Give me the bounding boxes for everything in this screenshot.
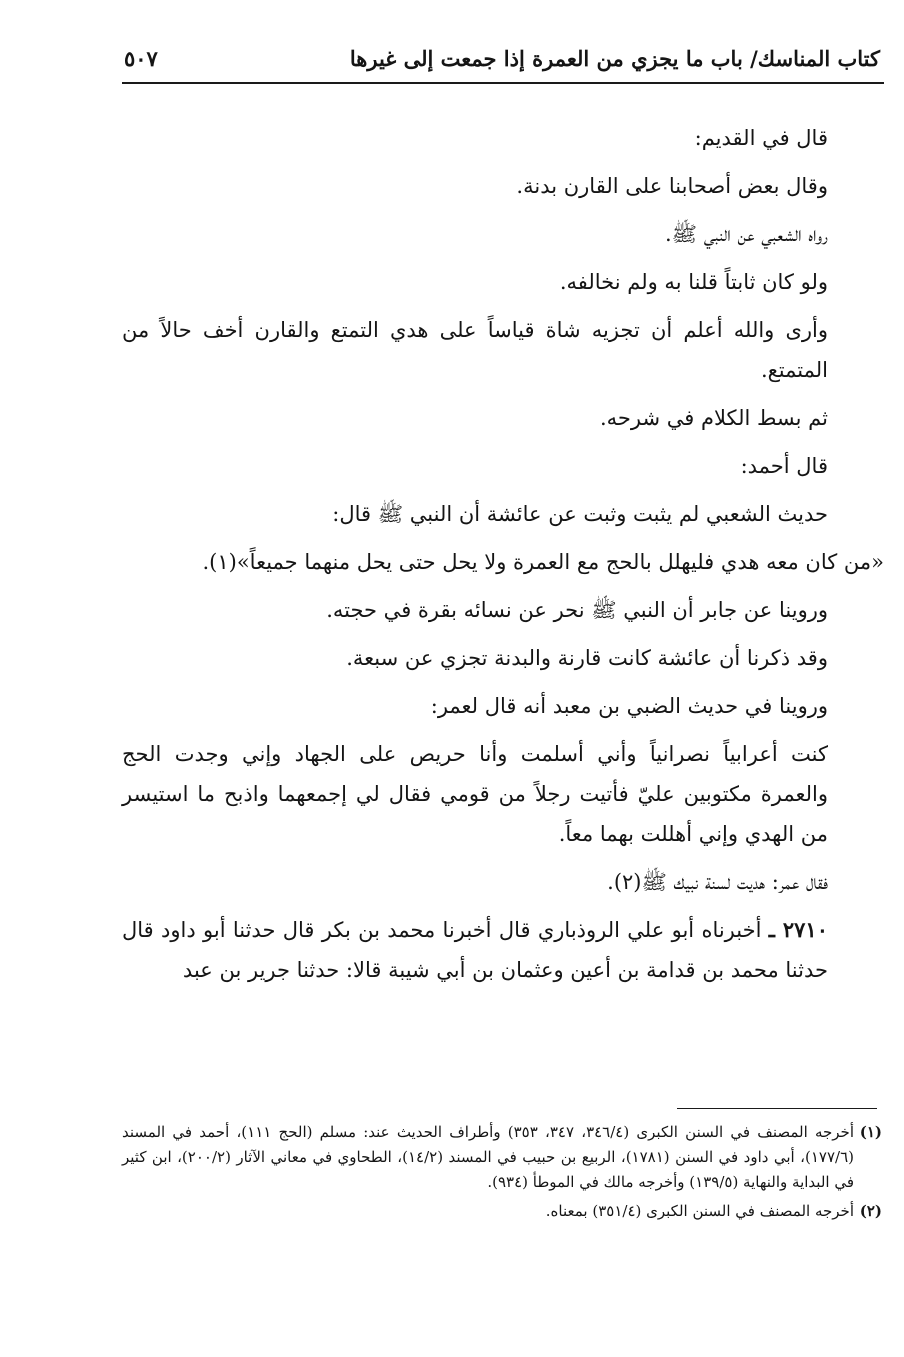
- hadith-entry: [122, 910, 884, 990]
- footnote-text: أخرجه المصنف في السنن الكبرى (٣٤٦/٤، ٣٤٧، ٣٥٣) وأطراف الحديث عند: مسلم (الحج ١١١)، أحمد في المسند (١٧٧/٦)، أبي داود في السنن (١٧٨١)، الربيع بن حبيب في المسند (١٤/٢)، الطحاوي في معاني الآثار (٢٠٠/٢)، ابن كثير في البداية والنهاية (١٣٩/٥) وأخرجه مالك في الموطأ (٩٣٤).: [122, 1123, 854, 1191]
- paragraph: قال في القديم:: [694, 126, 828, 150]
- paragraph: ثم بسط الكلام في شرحه.: [599, 406, 828, 430]
- footnote-1: [122, 1120, 882, 1195]
- paragraph: وقال بعض أصحابنا على القارن بدنة.: [516, 174, 828, 198]
- quoted-hadith: «من كان معه هدي فليهلل بالحج مع العمرة ولا يحل حتى يحل منهما جميعاً»(١).: [202, 550, 884, 574]
- hadith-text: أخبرناه أبو علي الروذباري قال أخبرنا محمد بن بكر قال حدثنا أبو داود قال حدثنا محمد بن قدامة بن أعين وعثمان بن أبي شيبة قالا: حدثنا جرير بن عبد: [122, 918, 828, 982]
- paragraph: وقد ذكرنا أن عائشة كانت قارنة والبدنة تجزي عن سبعة.: [346, 646, 828, 670]
- paragraph: وروينا عن جابر أن النبي ﷺ نحر عن نسائه بقرة في حجته.: [326, 598, 828, 622]
- footnote-separator: [677, 1108, 877, 1109]
- footnote-marker: (١): [859, 1123, 882, 1141]
- footnote-2: [122, 1199, 882, 1224]
- paragraph: ولو كان ثابتاً قلنا به ولم نخالفه.: [559, 270, 828, 294]
- paragraph: رواه الشعبي عن النبي ﷺ.: [664, 222, 828, 246]
- quoted-narration: كنت أعرابياً نصرانياً وأني أسلمت وأنا حريص على الجهاد وإني وجدت الحج والعمرة مكتوبين عليّ فأتيت رجلاً من قومي فقال لي إجمعهما واذبح ما استيسر من الهدي وإني أهللت بهما معاً.: [122, 742, 828, 846]
- paragraph: وروينا في حديث الضبي بن معبد أنه قال لعمر:: [430, 694, 828, 718]
- main-text: [122, 118, 884, 990]
- paragraph: وأرى والله أعلم أن تجزيه شاة قياساً على هدي التمتع والقارن أخف حالاً من المتمتع.: [122, 318, 828, 382]
- footnote-marker: (٢): [859, 1202, 882, 1220]
- paragraph: فقال عمر: هديت لسنة نبيك ﷺ(٢).: [607, 870, 828, 894]
- paragraph: حديث الشعبي لم يثبت وثبت عن عائشة أن النبي ﷺ قال:: [332, 502, 828, 526]
- hadith-number: ٢٧١٠ ـ: [768, 917, 828, 942]
- chapter-title: كتاب المناسك/ باب ما يجزي من العمرة إذا جمعت إلى غيرها: [349, 46, 880, 71]
- page-number: ٥٠٧: [124, 46, 158, 71]
- footnotes: [122, 1120, 882, 1228]
- footnote-text: أخرجه المصنف في السنن الكبرى (٣٥١/٤) بمعناه.: [545, 1202, 854, 1220]
- paragraph: قال أحمد:: [740, 454, 828, 478]
- running-header: [122, 40, 884, 84]
